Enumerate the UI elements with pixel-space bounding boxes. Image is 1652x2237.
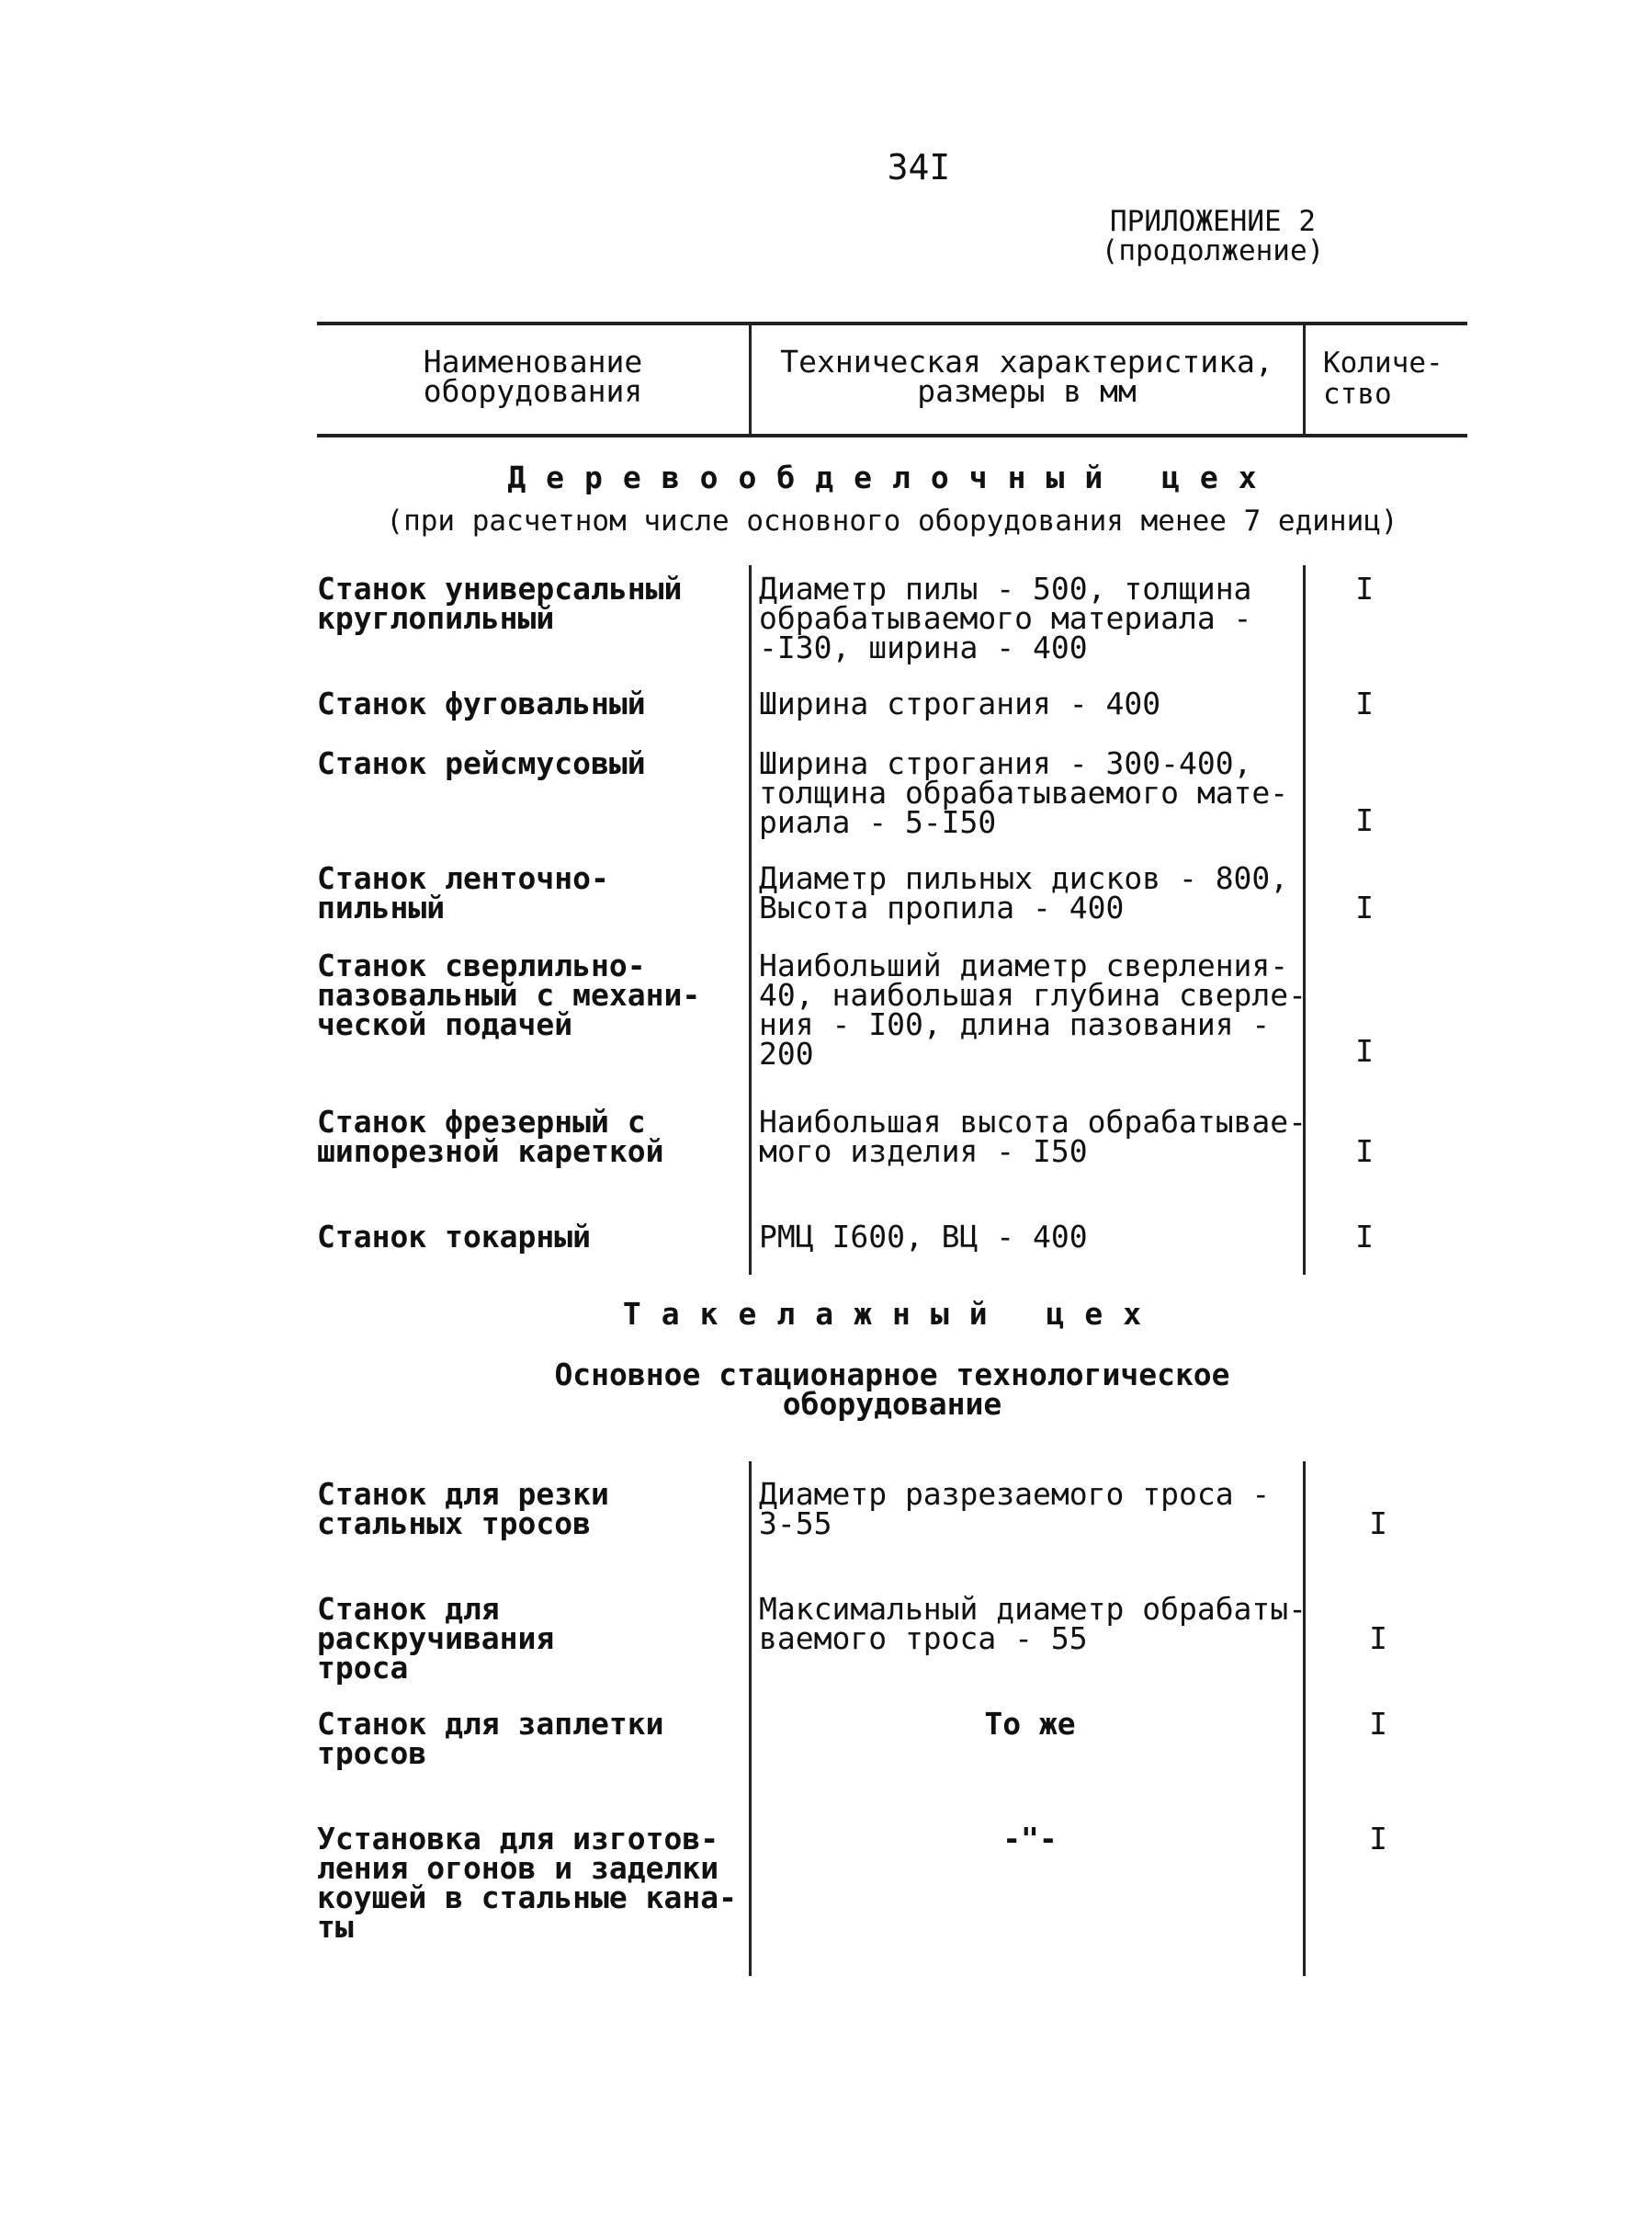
- equipment-name: Станок универсальный круглопильный: [317, 571, 683, 636]
- equipment-name: Станок рейсмусовый: [317, 745, 646, 781]
- equipment-spec: Ширина строгания - 300-400, толщина обрабатываемого мате- риала - 5-I50: [759, 745, 1289, 840]
- equipment-spec: -"-: [1002, 1821, 1058, 1857]
- equipment-quantity: I: [1355, 686, 1374, 721]
- equipment-quantity: I: [1355, 1219, 1374, 1255]
- equipment-quantity: I: [1355, 890, 1374, 925]
- section1-divider-1: [749, 565, 752, 1275]
- section2-divider-1: [749, 1461, 752, 1976]
- section2-divider-2: [1303, 1461, 1306, 1976]
- equipment-quantity: I: [1369, 1505, 1387, 1541]
- equipment-name: Станок фрезерный с шипорезной кареткой: [317, 1104, 664, 1169]
- equipment-spec: Диаметр разрезаемого троса - 3-55: [759, 1476, 1271, 1541]
- header-divider-1: [749, 324, 752, 436]
- equipment-spec: Максимальный диаметр обрабаты- ваемого троса - 55: [759, 1591, 1307, 1656]
- equipment-quantity: I: [1369, 1620, 1387, 1656]
- equipment-quantity: I: [1355, 1033, 1374, 1069]
- page-number: 34I: [887, 147, 951, 187]
- equipment-name: Станок для резки стальных тросов: [317, 1476, 609, 1541]
- equipment-spec: Диаметр пильных дисков - 800, Высота пропила - 400: [759, 860, 1289, 925]
- equipment-spec: Наибольшая высота обрабатывае- мого изделия - I50: [759, 1104, 1307, 1169]
- section2-title: Такелажный цех: [622, 1296, 1162, 1332]
- equipment-quantity: I: [1355, 571, 1374, 607]
- equipment-spec: Наибольший диаметр сверления- 40, наибольшая глубина сверле- ния - I00, длина пазования - 200: [759, 948, 1307, 1072]
- header-technical-spec: Техническая характеристика, размеры в мм: [780, 344, 1273, 409]
- equipment-spec: Диаметр пилы - 500, толщина обрабатываемого материала - -I30, ширина - 400: [759, 571, 1252, 665]
- equipment-name: Станок для раскручивания троса: [317, 1591, 555, 1686]
- header-equipment-name: Наименование оборудования: [423, 344, 643, 409]
- table-header-bottom-rule: [317, 434, 1467, 437]
- equipment-spec: РМЦ I600, ВЦ - 400: [759, 1219, 1088, 1255]
- equipment-name: Станок сверлильно- пазовальный с механи- ческой подачей: [317, 948, 701, 1042]
- appendix-title: ПРИЛОЖЕНИЕ 2: [1110, 205, 1316, 238]
- equipment-name: Станок ленточно- пильный: [317, 860, 609, 925]
- section2-subtitle: Основное стационарное технологическое оборудование: [554, 1357, 1230, 1422]
- equipment-name: Станок для заплетки тросов: [317, 1706, 664, 1771]
- equipment-quantity: I: [1355, 1133, 1374, 1169]
- appendix-subtitle: (продолжение): [1101, 234, 1325, 267]
- equipment-spec: Ширина строгания - 400: [759, 686, 1161, 721]
- equipment-quantity: I: [1369, 1706, 1387, 1742]
- header-divider-2: [1303, 324, 1306, 436]
- equipment-quantity: I: [1355, 802, 1374, 838]
- section1-title: Деревообделочный цех: [507, 460, 1277, 495]
- equipment-spec: То же: [984, 1706, 1076, 1742]
- equipment-name: Станок токарный: [317, 1219, 592, 1255]
- appendix-heading: [1057, 207, 1369, 266]
- equipment-name: Станок фуговальный: [317, 686, 646, 721]
- section1-subtitle: (при расчетном числе основного оборудования менее 7 единиц): [386, 505, 1398, 538]
- table-top-rule: [317, 322, 1467, 325]
- header-quantity: Количе- ство: [1323, 346, 1443, 411]
- equipment-quantity: I: [1369, 1821, 1387, 1857]
- equipment-name: Установка для изготов- ления огонов и заделки коушей в стальные кана- ты: [317, 1821, 737, 1945]
